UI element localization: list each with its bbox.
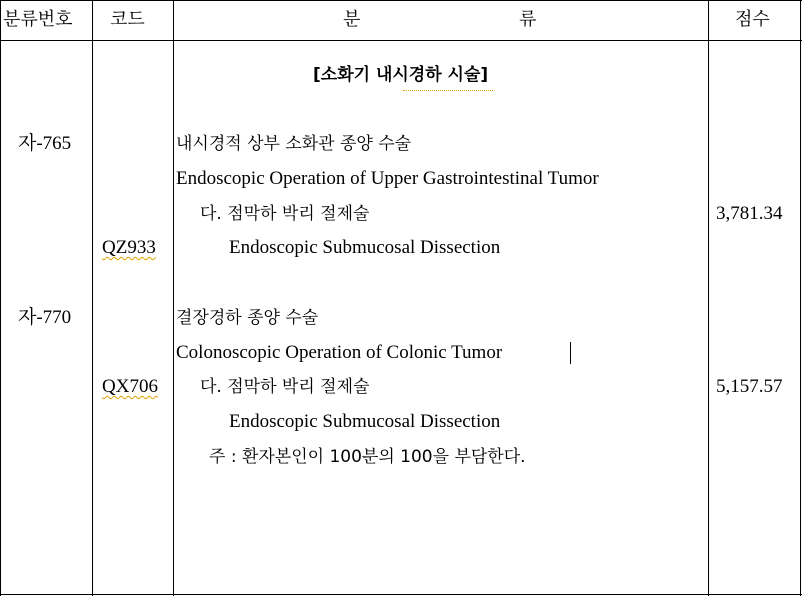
entry-2-note: 주 : 환자본인이 100분의 100을 부담한다. xyxy=(209,447,526,467)
header-code: 코드 xyxy=(110,9,145,30)
entry-1-class-no: 자-765 xyxy=(18,133,72,154)
column-divider-3 xyxy=(708,0,709,596)
entry-1-title-ko: 내시경적 상부 소화관 종양 수술 xyxy=(176,134,412,154)
table-border-left xyxy=(0,0,1,596)
section-title-text: [소화기 내시경하 시술] xyxy=(313,65,489,85)
header-category-right: 류 xyxy=(519,9,537,30)
entry-2-sub-ko: 다. 점막하 박리 절제술 xyxy=(200,377,370,397)
column-divider-2 xyxy=(173,0,174,596)
entry-1-score: 3,781.34 xyxy=(716,203,783,224)
header-divider xyxy=(0,40,802,41)
section-title-spellcheck xyxy=(403,88,493,91)
entry-1-title-en: Endoscopic Operation of Upper Gastrointestinal Tumor xyxy=(176,168,599,189)
entry-2-sub-en: Endoscopic Submucosal Dissection xyxy=(229,411,501,432)
section-title xyxy=(313,64,488,86)
entry-2-title-en: Colonoscopic Operation of Colonic Tumor xyxy=(176,342,503,363)
text-cursor xyxy=(570,342,571,364)
table-border-right xyxy=(800,0,801,596)
header-score: 점수 xyxy=(735,9,770,30)
entry-1-sub-ko: 다. 점막하 박리 절제술 xyxy=(200,204,370,224)
table-border-top xyxy=(0,0,802,1)
column-divider-1 xyxy=(92,0,93,596)
entry-2-title-ko: 결장경하 종양 수술 xyxy=(176,308,319,328)
entry-1-sub-en: Endoscopic Submucosal Dissection xyxy=(229,237,501,258)
entry-2-score: 5,157.57 xyxy=(716,376,783,397)
entry-1-code: QZ933 xyxy=(102,237,156,258)
entry-2-code: QX706 xyxy=(102,376,158,397)
header-classification-no: 분류번호 xyxy=(3,9,73,30)
entry-2-class-no: 자-770 xyxy=(18,307,72,328)
header-category-left: 분 xyxy=(343,9,361,30)
table-border-bottom xyxy=(0,594,802,595)
